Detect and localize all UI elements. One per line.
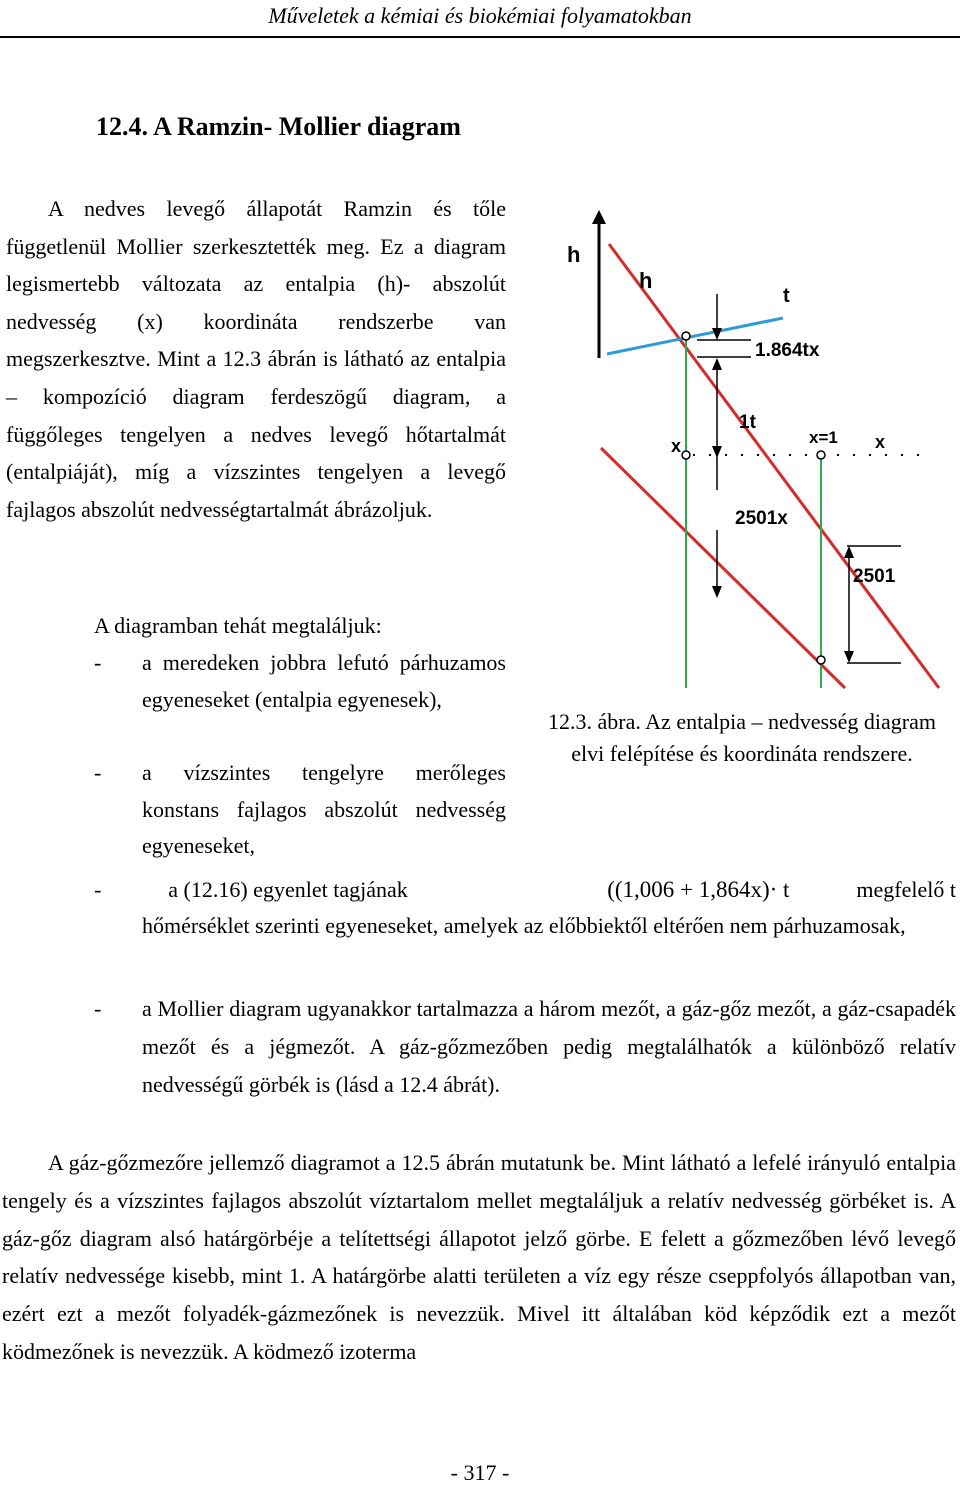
arrow-down-icon: [712, 586, 722, 598]
page-number: - 317 -: [450, 1460, 510, 1485]
list-item-text: a Mollier diagram ugyanakkor tartalmazza a három mezőt, a gáz-gőz mezőt, a gáz-csapadék mezőt és a jégmezőt. A gáz-gőzmezőben pedig megtalálhatók a különböző relatív nedvességű görbék is (lásd a 12.4 ábrát).: [142, 996, 956, 1098]
point-marker: [817, 451, 825, 459]
enthalpy-line: [609, 244, 939, 688]
label-h-line: h: [639, 268, 653, 293]
arrow-down-icon: [844, 651, 854, 663]
formula: ((1,006 + 1,864x)· t: [607, 877, 790, 902]
label-x-left: x: [671, 436, 682, 456]
running-header: Műveletek a kémiai és biokémiai folyamatokban: [0, 0, 960, 38]
list-item-text: [168, 872, 540, 908]
list-item: [94, 990, 956, 1105]
arrow-down-icon: [712, 328, 722, 340]
enthalpy-line-lower: [601, 448, 845, 688]
intro-paragraph: [6, 190, 506, 528]
list-item-text: a meredeken jobbra lefutó párhuzamos egyeneseket (entalpia egyenesek),: [142, 650, 506, 712]
arrow-down-icon: [712, 446, 722, 458]
label-2501x: 2501x: [735, 508, 788, 529]
label-t: t: [783, 285, 790, 307]
point-marker: [682, 451, 690, 459]
label-2501: 2501: [853, 566, 896, 587]
arrow-up-icon: [844, 546, 854, 558]
label-x-eq-1: x=1: [809, 428, 838, 447]
figure-caption: 12.3. ábra. Az entalpia – nedvesség diagram elvi felépítése és koordináta rendszere.: [548, 709, 936, 766]
list-item: [94, 645, 506, 718]
list-item-continuation: hőmérséklet szerinti egyeneseket, amelyek az előbbiektől eltérően nem párhuzamosak,: [142, 913, 906, 938]
enthalpy-humidity-diagram: [555, 210, 955, 690]
arrow-up-icon: [712, 358, 722, 370]
section-title: 12.4. A Ramzin- Mollier diagram: [96, 112, 461, 141]
intro-text: A nedves levegő állapotát Ramzin és tőle függetlenül Mollier szerkesztették meg. Ez a diagram legismertebb változata az entalpia (h)- abszolút nedvesség (x) koordináta rendszerbe van megszerkesztve. Mint a 12.3 ábrán is látható az entalpia – kompozíció diagram ferdeszögű diagram, a függőleges tengelyen a nedves levegő hőtartalmát (entalpiáját), míg a vízszintes tengelyen a levegő fajlagos abszolút nedvességtartalmát ábrázoljuk.: [6, 196, 506, 522]
label-h-axis: h: [567, 242, 581, 267]
point-marker: [817, 656, 825, 664]
list-item-text-start: a (12.16) egyenlet tagjának: [168, 877, 408, 902]
label-x-right: x: [875, 432, 886, 452]
body-paragraph: A gáz-gőzmezőre jellemző diagramot a 12.5 ábrán mutatunk be. Mint látható a lefelé irányuló entalpia tengely és a vízszintes fajlagos abszolút víztartalom mellet megtaláljuk a relatív nedvesség görbéket is. A gáz-gőz diagram alsó határgörbéje a telítettségi állapotot jelző görbe. E felett a gőzmezőben lévő levegő relatív nedvessége kisebb, mint 1. A határgörbe alatti területen a víz egy része cseppfolyós állapotban van, ezért ezt a mezőt folyadék-gázmezőnek is nevezzük. Mivel itt általában köd képződik ezt a mezőt ködmezőnek is nevezzük. A ködmező izoterma: [2, 1150, 956, 1364]
label-1864tx: 1.864tx: [755, 340, 820, 361]
list-item-text: a vízszintes tengelyre merőleges konstans fajlagos abszolút nedvesség egyeneseket,: [142, 760, 506, 859]
label-1t: 1t: [739, 412, 756, 433]
list-dash: -: [94, 877, 102, 902]
point-marker: [682, 332, 690, 340]
list-item-text-end: megfelelő t: [856, 877, 956, 902]
list-dash: -: [94, 760, 102, 785]
list-lead: A diagramban tehát megtaláljuk:: [94, 613, 382, 638]
list-item: [94, 872, 956, 944]
list-item: [94, 755, 506, 865]
h-axis-arrow: [592, 210, 606, 224]
list-dash: -: [94, 996, 102, 1021]
list-dash: -: [94, 650, 102, 675]
